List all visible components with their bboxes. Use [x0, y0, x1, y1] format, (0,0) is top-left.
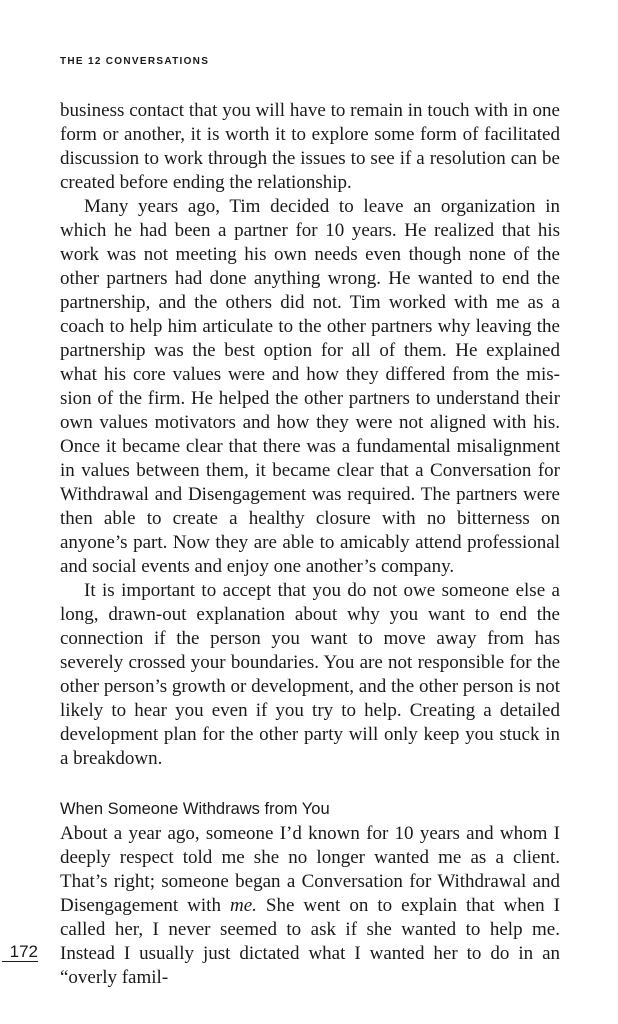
emphasized-word: me.	[229, 895, 257, 916]
page-number-rule	[2, 961, 38, 962]
paragraph	[60, 822, 560, 990]
paragraph-text: About a year ago, someone I’d known for 10 years and whom I deeply respect told me she no longer wanted me as a client. That’s right; someone began a Conversation for Withdrawal and Disengagement with	[60, 823, 560, 916]
section-heading: When Someone Withdraws from You	[60, 800, 330, 818]
paragraph: It is important to accept that you do not owe someone else a long, drawn-out explanation about why you want to end the connection if the person you want to move away from has severely crossed your boundaries. You are not responsible for the other person’s growth or development, and the other person is not likely to hear you even if you try to help. Creating a detailed development plan for the other party will only keep you stuck in a breakdown.	[60, 580, 560, 769]
paragraph-text: She went on to explain that when I called her, I never seemed to ask if she wanted to help me. Instead I usually just dictated what I wanted her to do in an “overly famil-	[60, 895, 560, 988]
paragraph: Many years ago, Tim decided to leave an organization in which he had been a partner for 10 years. He realized that his work was not meeting his own needs even though none of the other partners had done anything wrong. He wanted to end the partnership, and the others did not. Tim worked with me as a coach to help him articulate to the other partners why leaving the partnership was the best option for all of them. He explained what his core values were and how they differed from the mission of the firm. He helped the other partners to understand their own values motivators and how they were not aligned with his. Once it became clear that there was a fundamental misalignment in values between them, it became clear that a Conversation for Withdrawal and Disengagement was required. The partners were then able to create a healthy closure with no bitterness on anyone’s part. Now they are able to amicably attend professional and social events and enjoy one another’s company.	[60, 196, 560, 577]
paragraph: business contact that you will have to remain in touch with in one form or another, it is worth it to explore some form of facilitated discussion to work through the issues to see if a resolution can be created before ending the relationship.	[60, 100, 560, 193]
body-text	[60, 99, 560, 771]
section-body-text	[60, 822, 560, 990]
running-head: THE 12 CONVERSATIONS	[60, 56, 210, 67]
page-number: 172	[9, 942, 38, 961]
